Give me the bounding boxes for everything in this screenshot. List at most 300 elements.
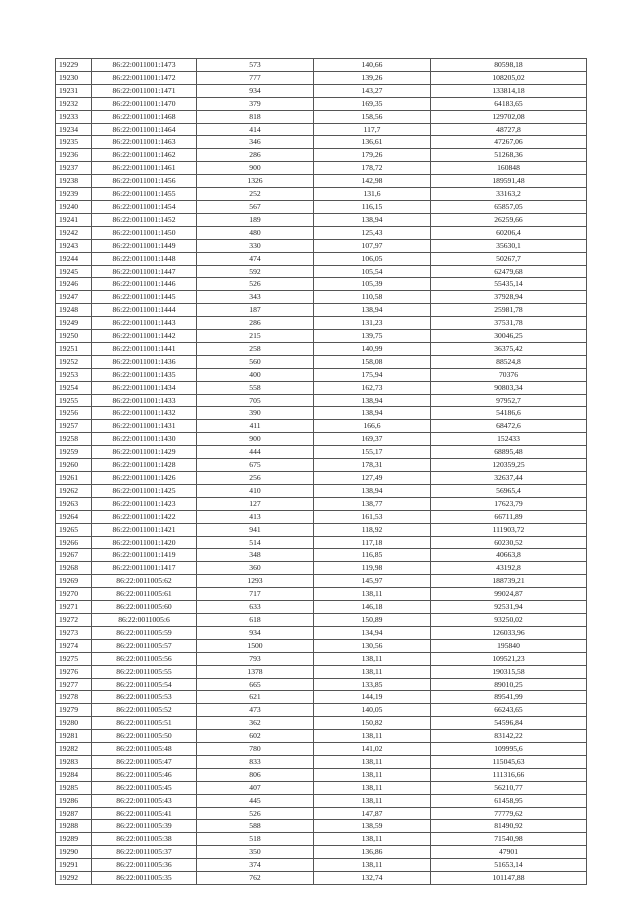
area-value-cell: 445 [197,794,314,807]
row-number-cell: 19248 [56,304,92,317]
cadastral-number-cell: 86:22:0011001:1448 [92,252,197,265]
total-value-cell: 120359,25 [431,459,587,472]
rate-value-cell: 116,15 [314,200,431,213]
rate-value-cell: 140,05 [314,704,431,717]
row-number-cell: 19238 [56,175,92,188]
table-row [56,652,587,665]
table-row [56,575,587,588]
rate-value-cell: 118,92 [314,523,431,536]
rate-value-cell: 133,85 [314,678,431,691]
area-value-cell: 1378 [197,665,314,678]
rate-value-cell: 145,97 [314,575,431,588]
table-row [56,859,587,872]
row-number-cell: 19253 [56,368,92,381]
table-row [56,562,587,575]
table-row [56,588,587,601]
total-value-cell: 77779,62 [431,807,587,820]
area-value-cell: 806 [197,768,314,781]
area-value-cell: 346 [197,136,314,149]
table-row [56,291,587,304]
table-row [56,71,587,84]
row-number-cell: 19258 [56,433,92,446]
row-number-cell: 19274 [56,639,92,652]
area-value-cell: 705 [197,394,314,407]
cadastral-number-cell: 86:22:0011001:1456 [92,175,197,188]
total-value-cell: 47901 [431,846,587,859]
rate-value-cell: 140,66 [314,59,431,72]
area-value-cell: 526 [197,278,314,291]
area-value-cell: 187 [197,304,314,317]
rate-value-cell: 136,61 [314,136,431,149]
rate-value-cell: 138,11 [314,859,431,872]
total-value-cell: 47267,06 [431,136,587,149]
rate-value-cell: 166,6 [314,420,431,433]
row-number-cell: 19268 [56,562,92,575]
table-row [56,226,587,239]
total-value-cell: 97952,7 [431,394,587,407]
area-value-cell: 588 [197,820,314,833]
total-value-cell: 99024,87 [431,588,587,601]
row-number-cell: 19267 [56,549,92,562]
table-row [56,84,587,97]
cadastral-number-cell: 86:22:0011001:1420 [92,536,197,549]
total-value-cell: 25981,78 [431,304,587,317]
table-row [56,355,587,368]
total-value-cell: 51268,36 [431,149,587,162]
total-value-cell: 26259,66 [431,213,587,226]
total-value-cell: 55435,14 [431,278,587,291]
cadastral-number-cell: 86:22:0011001:1470 [92,97,197,110]
cadastral-number-cell: 86:22:0011001:1447 [92,265,197,278]
rate-value-cell: 144,19 [314,691,431,704]
cadastral-number-cell: 86:22:0011001:1432 [92,407,197,420]
row-number-cell: 19286 [56,794,92,807]
row-number-cell: 19242 [56,226,92,239]
total-value-cell: 33163,2 [431,188,587,201]
table-row [56,549,587,562]
area-value-cell: 379 [197,97,314,110]
table-row [56,342,587,355]
row-number-cell: 19246 [56,278,92,291]
table-row [56,484,587,497]
cadastral-number-cell: 86:22:0011001:1473 [92,59,197,72]
cadastral-number-cell: 86:22:0011001:1445 [92,291,197,304]
rate-value-cell: 116,85 [314,549,431,562]
total-value-cell: 56965,4 [431,484,587,497]
row-number-cell: 19249 [56,317,92,330]
area-value-cell: 717 [197,588,314,601]
table-row [56,523,587,536]
total-value-cell: 133814,18 [431,84,587,97]
table-row [56,304,587,317]
cadastral-number-cell: 86:22:0011001:1425 [92,484,197,497]
row-number-cell: 19271 [56,601,92,614]
total-value-cell: 48727,8 [431,123,587,136]
cadastral-number-cell: 86:22:0011005:57 [92,639,197,652]
rate-value-cell: 138,11 [314,755,431,768]
table-row [56,536,587,549]
total-value-cell: 92531,94 [431,601,587,614]
area-value-cell: 444 [197,446,314,459]
row-number-cell: 19237 [56,162,92,175]
table-row [56,678,587,691]
total-value-cell: 109521,23 [431,652,587,665]
area-value-cell: 330 [197,239,314,252]
row-number-cell: 19239 [56,188,92,201]
table-row [56,704,587,717]
rate-value-cell: 130,56 [314,639,431,652]
total-value-cell: 60206,4 [431,226,587,239]
total-value-cell: 108205,02 [431,71,587,84]
total-value-cell: 188739,21 [431,575,587,588]
cadastral-number-cell: 86:22:0011001:1442 [92,330,197,343]
row-number-cell: 19279 [56,704,92,717]
table-row [56,394,587,407]
cadastral-number-cell: 86:22:0011005:37 [92,846,197,859]
cadastral-number-cell: 86:22:0011005:60 [92,601,197,614]
area-value-cell: 592 [197,265,314,278]
row-number-cell: 19289 [56,833,92,846]
cadastral-number-cell: 86:22:0011001:1464 [92,123,197,136]
total-value-cell: 101147,88 [431,872,587,885]
table-row [56,665,587,678]
area-value-cell: 900 [197,162,314,175]
cadastral-number-cell: 86:22:0011001:1422 [92,510,197,523]
row-number-cell: 19276 [56,665,92,678]
table-row [56,459,587,472]
cadastral-number-cell: 86:22:0011005:62 [92,575,197,588]
row-number-cell: 19262 [56,484,92,497]
table-row [56,755,587,768]
table-row [56,872,587,885]
rate-value-cell: 138,11 [314,833,431,846]
total-value-cell: 50267,7 [431,252,587,265]
rate-value-cell: 117,7 [314,123,431,136]
cadastral-number-cell: 86:22:0011001:1462 [92,149,197,162]
rate-value-cell: 134,94 [314,626,431,639]
table-row [56,601,587,614]
cadastral-number-cell: 86:22:0011005:61 [92,588,197,601]
rate-value-cell: 119,98 [314,562,431,575]
total-value-cell: 30046,25 [431,330,587,343]
rate-value-cell: 138,94 [314,407,431,420]
cadastral-number-cell: 86:22:0011005:53 [92,691,197,704]
rate-value-cell: 110,58 [314,291,431,304]
row-number-cell: 19292 [56,872,92,885]
cadastral-number-cell: 86:22:0011005:52 [92,704,197,717]
cadastral-number-cell: 86:22:0011001:1436 [92,355,197,368]
table-row [56,717,587,730]
table-row [56,420,587,433]
total-value-cell: 35630,1 [431,239,587,252]
cadastral-number-cell: 86:22:0011001:1446 [92,278,197,291]
table-row [56,833,587,846]
cadastral-number-cell: 86:22:0011001:1417 [92,562,197,575]
rate-value-cell: 142,98 [314,175,431,188]
cadastral-number-cell: 86:22:0011001:1435 [92,368,197,381]
area-value-cell: 567 [197,200,314,213]
area-value-cell: 407 [197,781,314,794]
table-body [56,59,587,885]
row-number-cell: 19243 [56,239,92,252]
area-value-cell: 362 [197,717,314,730]
area-value-cell: 514 [197,536,314,549]
area-value-cell: 818 [197,110,314,123]
rate-value-cell: 138,59 [314,820,431,833]
table-row [56,794,587,807]
row-number-cell: 19240 [56,200,92,213]
rate-value-cell: 162,73 [314,381,431,394]
table-row [56,846,587,859]
area-value-cell: 256 [197,472,314,485]
cadastral-number-cell: 86:22:0011005:55 [92,665,197,678]
total-value-cell: 66711,89 [431,510,587,523]
area-value-cell: 793 [197,652,314,665]
row-number-cell: 19272 [56,613,92,626]
table-row [56,497,587,510]
row-number-cell: 19257 [56,420,92,433]
row-number-cell: 19233 [56,110,92,123]
table-row [56,59,587,72]
table-row [56,136,587,149]
rate-value-cell: 150,89 [314,613,431,626]
total-value-cell: 195840 [431,639,587,652]
total-value-cell: 71540,98 [431,833,587,846]
total-value-cell: 37531,78 [431,317,587,330]
rate-value-cell: 147,87 [314,807,431,820]
row-number-cell: 19275 [56,652,92,665]
total-value-cell: 126033,96 [431,626,587,639]
rate-value-cell: 138,11 [314,665,431,678]
area-value-cell: 665 [197,678,314,691]
rate-value-cell: 138,11 [314,781,431,794]
total-value-cell: 89541,99 [431,691,587,704]
row-number-cell: 19232 [56,97,92,110]
cadastral-number-cell: 86:22:0011005:45 [92,781,197,794]
table-row [56,381,587,394]
row-number-cell: 19259 [56,446,92,459]
cadastral-number-cell: 86:22:0011005:51 [92,717,197,730]
area-value-cell: 780 [197,743,314,756]
row-number-cell: 19234 [56,123,92,136]
cadastral-number-cell: 86:22:0011005:50 [92,730,197,743]
row-number-cell: 19273 [56,626,92,639]
rate-value-cell: 139,75 [314,330,431,343]
cadastral-number-cell: 86:22:0011005:39 [92,820,197,833]
cadastral-number-cell: 86:22:0011001:1423 [92,497,197,510]
row-number-cell: 19229 [56,59,92,72]
rate-value-cell: 106,05 [314,252,431,265]
area-value-cell: 675 [197,459,314,472]
total-value-cell: 36375,42 [431,342,587,355]
cadastral-number-cell: 86:22:0011001:1421 [92,523,197,536]
total-value-cell: 89010,25 [431,678,587,691]
row-number-cell: 19291 [56,859,92,872]
area-value-cell: 602 [197,730,314,743]
area-value-cell: 621 [197,691,314,704]
area-value-cell: 934 [197,84,314,97]
rate-value-cell: 138,11 [314,768,431,781]
rate-value-cell: 178,72 [314,162,431,175]
cadastral-number-cell: 86:22:0011005:43 [92,794,197,807]
rate-value-cell: 140,99 [314,342,431,355]
cadastral-number-cell: 86:22:0011001:1431 [92,420,197,433]
rate-value-cell: 132,74 [314,872,431,885]
area-value-cell: 348 [197,549,314,562]
cadastral-number-cell: 86:22:0011001:1426 [92,472,197,485]
row-number-cell: 19235 [56,136,92,149]
total-value-cell: 80598,18 [431,59,587,72]
total-value-cell: 129702,08 [431,110,587,123]
cadastral-number-cell: 86:22:0011005:46 [92,768,197,781]
total-value-cell: 54186,6 [431,407,587,420]
cadastral-number-cell: 86:22:0011001:1455 [92,188,197,201]
total-value-cell: 60230,52 [431,536,587,549]
rate-value-cell: 138,94 [314,213,431,226]
area-value-cell: 215 [197,330,314,343]
rate-value-cell: 155,17 [314,446,431,459]
area-value-cell: 286 [197,317,314,330]
table-row [56,407,587,420]
row-number-cell: 19231 [56,84,92,97]
area-value-cell: 941 [197,523,314,536]
cadastral-number-cell: 86:22:0011001:1428 [92,459,197,472]
row-number-cell: 19236 [56,149,92,162]
row-number-cell: 19266 [56,536,92,549]
row-number-cell: 19284 [56,768,92,781]
total-value-cell: 81490,92 [431,820,587,833]
total-value-cell: 111903,72 [431,523,587,536]
row-number-cell: 19255 [56,394,92,407]
total-value-cell: 62479,68 [431,265,587,278]
area-value-cell: 618 [197,613,314,626]
row-number-cell: 19287 [56,807,92,820]
rate-value-cell: 136,86 [314,846,431,859]
table-row [56,730,587,743]
area-value-cell: 350 [197,846,314,859]
table-row [56,781,587,794]
total-value-cell: 93250,02 [431,613,587,626]
area-value-cell: 400 [197,368,314,381]
rate-value-cell: 158,08 [314,355,431,368]
rate-value-cell: 105,54 [314,265,431,278]
row-number-cell: 19282 [56,743,92,756]
area-value-cell: 573 [197,59,314,72]
cadastral-number-cell: 86:22:0011005:6 [92,613,197,626]
table-row [56,768,587,781]
area-value-cell: 360 [197,562,314,575]
row-number-cell: 19261 [56,472,92,485]
area-value-cell: 777 [197,71,314,84]
cadastral-number-cell: 86:22:0011001:1449 [92,239,197,252]
total-value-cell: 189591,48 [431,175,587,188]
total-value-cell: 83142,22 [431,730,587,743]
table-row [56,149,587,162]
cadastral-number-cell: 86:22:0011001:1452 [92,213,197,226]
rate-value-cell: 158,56 [314,110,431,123]
total-value-cell: 115045,63 [431,755,587,768]
table-row [56,239,587,252]
cadastral-number-cell: 86:22:0011005:59 [92,626,197,639]
area-value-cell: 934 [197,626,314,639]
table-row [56,97,587,110]
area-value-cell: 189 [197,213,314,226]
rate-value-cell: 138,11 [314,730,431,743]
row-number-cell: 19230 [56,71,92,84]
cadastral-number-cell: 86:22:0011001:1472 [92,71,197,84]
rate-value-cell: 179,26 [314,149,431,162]
rate-value-cell: 139,26 [314,71,431,84]
row-number-cell: 19252 [56,355,92,368]
total-value-cell: 56210,77 [431,781,587,794]
table-row [56,743,587,756]
rate-value-cell: 161,53 [314,510,431,523]
rate-value-cell: 117,18 [314,536,431,549]
total-value-cell: 68472,6 [431,420,587,433]
cadastral-number-cell: 86:22:0011001:1461 [92,162,197,175]
row-number-cell: 19290 [56,846,92,859]
rate-value-cell: 169,35 [314,97,431,110]
area-value-cell: 127 [197,497,314,510]
total-value-cell: 54596,84 [431,717,587,730]
table-row [56,820,587,833]
row-number-cell: 19278 [56,691,92,704]
area-value-cell: 633 [197,601,314,614]
row-number-cell: 19254 [56,381,92,394]
area-value-cell: 1500 [197,639,314,652]
area-value-cell: 762 [197,872,314,885]
rate-value-cell: 138,94 [314,304,431,317]
total-value-cell: 90803,34 [431,381,587,394]
row-number-cell: 19277 [56,678,92,691]
cadastral-number-cell: 86:22:0011001:1471 [92,84,197,97]
table-row [56,626,587,639]
rate-value-cell: 138,94 [314,484,431,497]
cadastral-number-cell: 86:22:0011001:1454 [92,200,197,213]
rate-value-cell: 125,43 [314,226,431,239]
table-row [56,175,587,188]
rate-value-cell: 105,39 [314,278,431,291]
row-number-cell: 19265 [56,523,92,536]
row-number-cell: 19280 [56,717,92,730]
cadastral-number-cell: 86:22:0011001:1433 [92,394,197,407]
cadastral-number-cell: 86:22:0011005:54 [92,678,197,691]
cadastral-number-cell: 86:22:0011005:35 [92,872,197,885]
area-value-cell: 518 [197,833,314,846]
total-value-cell: 65857,05 [431,200,587,213]
table-row [56,472,587,485]
row-number-cell: 19281 [56,730,92,743]
rate-value-cell: 178,31 [314,459,431,472]
table-row [56,278,587,291]
area-value-cell: 480 [197,226,314,239]
row-number-cell: 19250 [56,330,92,343]
total-value-cell: 88524,8 [431,355,587,368]
total-value-cell: 190315,58 [431,665,587,678]
cadastral-number-cell: 86:22:0011005:56 [92,652,197,665]
data-table [55,58,587,885]
table-row [56,317,587,330]
cadastral-number-cell: 86:22:0011001:1443 [92,317,197,330]
cadastral-number-cell: 86:22:0011001:1450 [92,226,197,239]
row-number-cell: 19245 [56,265,92,278]
rate-value-cell: 138,11 [314,794,431,807]
table-row [56,252,587,265]
cadastral-number-cell: 86:22:0011005:48 [92,743,197,756]
row-number-cell: 19264 [56,510,92,523]
row-number-cell: 19256 [56,407,92,420]
area-value-cell: 558 [197,381,314,394]
